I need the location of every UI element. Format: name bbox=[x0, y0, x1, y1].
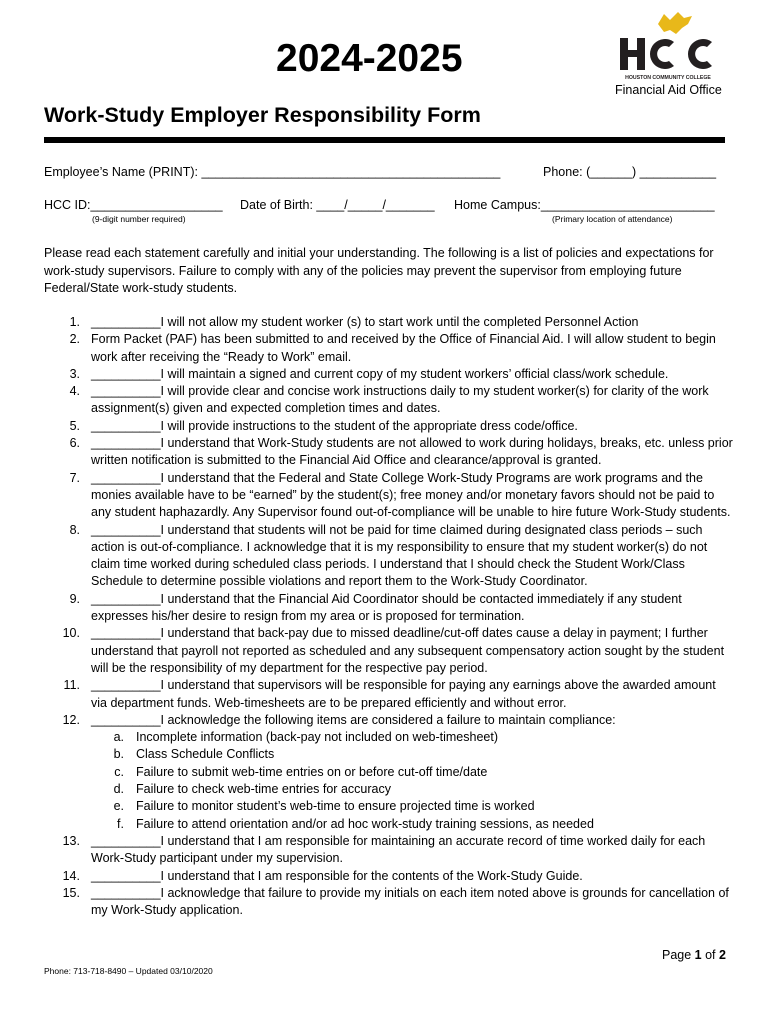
sublist-item bbox=[91, 781, 734, 798]
item-text: __________I will maintain a signed and current copy of my student workers’ official class/work schedule. bbox=[91, 366, 669, 381]
sub-letter: a. bbox=[113, 730, 124, 745]
item-number: 1. bbox=[69, 315, 80, 329]
page-middle: of bbox=[701, 948, 719, 962]
item-text: __________I will not allow my student worker (s) to start work until the completed Personnel Action bbox=[91, 315, 639, 329]
item-number: 10. bbox=[62, 626, 80, 641]
sub-letter: c. bbox=[114, 764, 124, 779]
item-number: 2. bbox=[69, 332, 80, 347]
item-text: __________I understand that I am responsible for maintaining an accurate record of time worked daily for each Work-Study participant under my supervision. bbox=[91, 833, 706, 866]
eagle-icon bbox=[658, 12, 692, 34]
page-prefix: Page bbox=[662, 948, 695, 962]
list-item[interactable] bbox=[44, 712, 734, 833]
item-text: __________I understand that Work-Study students are not allowed to work during holidays, breaks, etc. unless prior written notification is submitted to the Financial Aid Office and clearance/approval is granted. bbox=[91, 436, 733, 468]
item-text: __________I understand that back-pay due to missed deadline/cut-off dates cause a delay in payment; I further understand that payroll not reported as scheduled and any subsequent compensatory action sought by the student will be the responsibility of my department for the respective pay period. bbox=[91, 626, 725, 675]
sublist-item bbox=[91, 798, 734, 815]
item-number: 15. bbox=[62, 885, 80, 900]
sub-text: Failure to attend orientation and/or ad hoc work-study training sessions, as needed bbox=[136, 816, 594, 831]
item-number: 3. bbox=[69, 366, 80, 381]
item-text: __________I understand that students will not be paid for time claimed during designated class periods – such action is out-of-compliance. I acknowledge that it is my responsibility to ensure that my student worker(s) do not claim time worked during scheduled class periods. I understand that I should check the Student Work/Class Schedule to determine possible violations and report them to the Work-Study Coordinator. bbox=[91, 522, 708, 589]
item-text: __________I understand that the Federal and State College Work-Study Programs are work programs and the monies available have to be “earned” by the student(s); free money and/or monetary favors should not be paid to any student haphazardly. Any Supervisor found out-of-compliance will be unable to hire future Work-Study students. bbox=[91, 470, 731, 520]
form-title: Work-Study Employer Responsibility Form bbox=[44, 103, 481, 127]
hcc-logo-graphic bbox=[612, 12, 724, 84]
sub-text: Incomplete information (back-pay not included on web-timesheet) bbox=[136, 730, 498, 745]
title-divider bbox=[44, 137, 725, 143]
list-item[interactable] bbox=[44, 470, 734, 522]
footer-contact: Phone: 713-718-8490 – Updated 03/10/2020 bbox=[44, 966, 213, 976]
item-number: 5. bbox=[69, 418, 80, 433]
sub-letter: d. bbox=[113, 782, 124, 797]
list-item[interactable] bbox=[44, 366, 734, 383]
item-number: 7. bbox=[69, 470, 80, 485]
item-number: 13. bbox=[62, 833, 80, 848]
instructions-paragraph: Please read each statement carefully and initial your understanding. The following is a list of policies and expectations for work-study supervisors. Failure to comply with any of the policies may prevent the supervisor from employing future Federal/State work-study students. bbox=[44, 246, 714, 295]
sub-text: Class Schedule Conflicts bbox=[136, 747, 275, 762]
phone-field[interactable]: Phone: (______) ___________ bbox=[543, 165, 717, 179]
sub-letter: b. bbox=[113, 747, 124, 762]
page-current: 1 bbox=[694, 948, 702, 962]
date-of-birth-field[interactable]: Date of Birth: ____/_____/_______ bbox=[240, 198, 435, 212]
item-text: __________I will provide instructions to the student of the appropriate dress code/office. bbox=[91, 418, 578, 433]
item-number: 4. bbox=[69, 384, 80, 399]
item-number: 14. bbox=[62, 868, 80, 883]
compliance-sublist bbox=[91, 729, 734, 833]
logo-subtext: HOUSTON COMMUNITY COLLEGE bbox=[625, 75, 711, 81]
sublist-item bbox=[91, 816, 734, 833]
sub-text: Failure to submit web-time entries on or before cut-off time/date bbox=[136, 764, 488, 779]
employee-name-field[interactable]: Employee’s Name (PRINT): ___________________________________________ bbox=[44, 165, 501, 179]
item-text: __________I understand that supervisors will be responsible for paying any earnings above the awarded amount via department funds. Web-timesheets are to be prepared efficiently and without error. bbox=[91, 678, 716, 710]
list-item[interactable] bbox=[44, 383, 734, 418]
page-indicator bbox=[662, 948, 726, 962]
form-year: 2024-2025 bbox=[276, 37, 463, 80]
list-item[interactable] bbox=[44, 522, 734, 591]
list-item[interactable] bbox=[44, 331, 734, 366]
list-item[interactable] bbox=[44, 677, 734, 712]
list-item[interactable] bbox=[44, 314, 734, 331]
item-number: 9. bbox=[69, 591, 80, 606]
sublist-item bbox=[91, 729, 734, 746]
item-text: __________I will provide clear and concise work instructions daily to my student worker(s) for clarity of the work assignment(s) given and expected completion times and dates. bbox=[91, 384, 709, 416]
hcc-id-field[interactable]: HCC ID:___________________ bbox=[44, 198, 223, 212]
home-campus-field[interactable]: Home Campus:_________________________ bbox=[454, 198, 715, 212]
hcc-id-note: (9-digit number required) bbox=[92, 214, 186, 224]
office-name: Financial Aid Office bbox=[615, 83, 722, 97]
list-item[interactable] bbox=[44, 625, 734, 677]
item-text: __________I acknowledge that failure to provide my initials on each item noted above is grounds for cancellation of my Work-Study application. bbox=[91, 885, 729, 918]
item-text: __________I acknowledge the following items are considered a failure to maintain compliance: bbox=[91, 712, 616, 727]
item-number: 12. bbox=[62, 712, 80, 727]
responsibility-list bbox=[44, 314, 734, 919]
item-text: Form Packet (PAF) has been submitted to and received by the Office of Financial Aid. I will allow student to begin work after receiving the “Ready to Work” email. bbox=[91, 332, 716, 364]
item-number: 6. bbox=[69, 436, 80, 451]
list-item[interactable] bbox=[44, 868, 734, 885]
sub-letter: e. bbox=[113, 799, 124, 814]
list-item[interactable] bbox=[44, 833, 734, 868]
item-number: 8. bbox=[69, 522, 80, 537]
item-number: 11. bbox=[63, 678, 80, 693]
page-total: 2 bbox=[719, 948, 726, 962]
hcc-logo bbox=[612, 12, 724, 84]
sublist-item bbox=[91, 746, 734, 763]
home-campus-note: (Primary location of attendance) bbox=[552, 214, 673, 224]
sub-text: Failure to check web-time entries for accuracy bbox=[136, 782, 391, 797]
list-item[interactable] bbox=[44, 591, 734, 626]
item-text: __________I understand that the Financial Aid Coordinator should be contacted immediately if any student expresses his/her desire to resign from my area or is proposed for termination. bbox=[91, 591, 682, 624]
sub-text: Failure to monitor student’s web-time to ensure projected time is worked bbox=[136, 799, 535, 814]
list-item[interactable] bbox=[44, 418, 734, 435]
list-item[interactable] bbox=[44, 435, 734, 470]
list-item[interactable] bbox=[44, 885, 734, 920]
sub-letter: f. bbox=[117, 816, 124, 831]
sublist-item bbox=[91, 764, 734, 781]
item-text: __________I understand that I am responsible for the contents of the Work-Study Guide. bbox=[91, 868, 583, 883]
